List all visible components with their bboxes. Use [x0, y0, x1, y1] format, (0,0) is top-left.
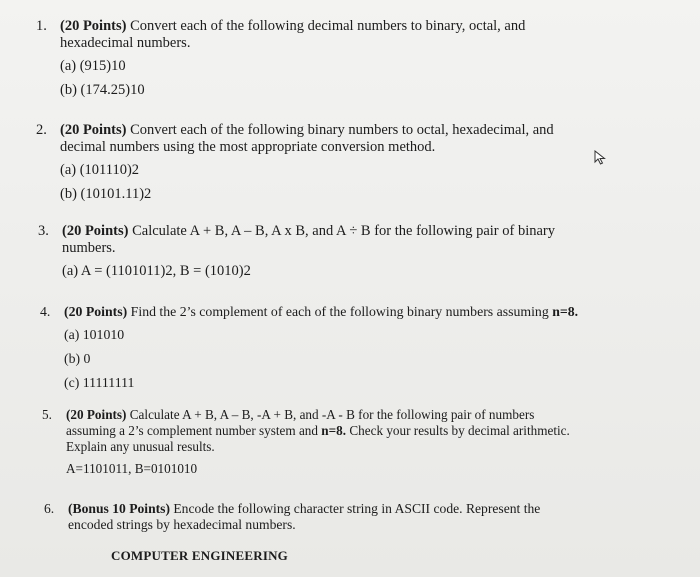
question-part: (a) 101010 [64, 327, 125, 342]
question-part: (a) (915)10 [60, 58, 126, 74]
question-number: 1. [36, 18, 47, 34]
mouse-pointer-icon [594, 150, 608, 166]
ascii-string: COMPUTER ENGINEERING [111, 548, 288, 563]
question-part: (a) A = (1101011)2, B = (1010)2 [62, 263, 251, 279]
question-prompt: (20 Points) Find the 2’s complement of each of the following binary numbers assuming n=8. [64, 304, 579, 319]
question-prompt: (20 Points) Convert each of the following decimal numbers to binary, octal, and hexadecimal numbers. [60, 18, 526, 51]
question-points: (Bonus 10 Points) [68, 501, 170, 516]
question-prompt: (Bonus 10 Points) Encode the following character string in ASCII code. Represent the encoded strings by hexadecimal numbers. [68, 501, 541, 532]
question-number: 3. [38, 223, 49, 239]
question-number: 2. [36, 122, 47, 138]
question-part: (b) (174.25)10 [60, 82, 145, 98]
question-part: (b) 0 [64, 351, 91, 366]
question-number: 4. [40, 304, 51, 319]
question-part: (b) (10101.11)2 [60, 186, 152, 202]
question-part: (a) (101110)2 [60, 162, 140, 178]
question-prompt: (20 Points) Convert each of the following binary numbers to octal, hexadecimal, and decimal numbers using the most appropriate conversion method. [60, 122, 554, 155]
question-number: 5. [42, 407, 52, 422]
question-points: (20 Points) [62, 223, 129, 239]
question-part: A=1101011, B=0101010 [66, 461, 198, 476]
question-part: (c) 11111111 [64, 375, 135, 390]
question-points: (20 Points) [66, 407, 127, 422]
question-points: (20 Points) [60, 18, 127, 34]
question-points: (20 Points) [60, 122, 127, 138]
question-prompt: (20 Points) Calculate A + B, A – B, -A + B, and -A - B for the following pair of numbers assuming a 2’s complement number system and n=8. Check your results by decimal arithmetic. Explain any unusual results. [66, 407, 570, 454]
question-prompt: (20 Points) Calculate A + B, A – B, A x B, and A ÷ B for the following pair of binary numbers. [62, 223, 556, 256]
question-number: 6. [44, 501, 55, 516]
question-points: (20 Points) [64, 304, 128, 319]
